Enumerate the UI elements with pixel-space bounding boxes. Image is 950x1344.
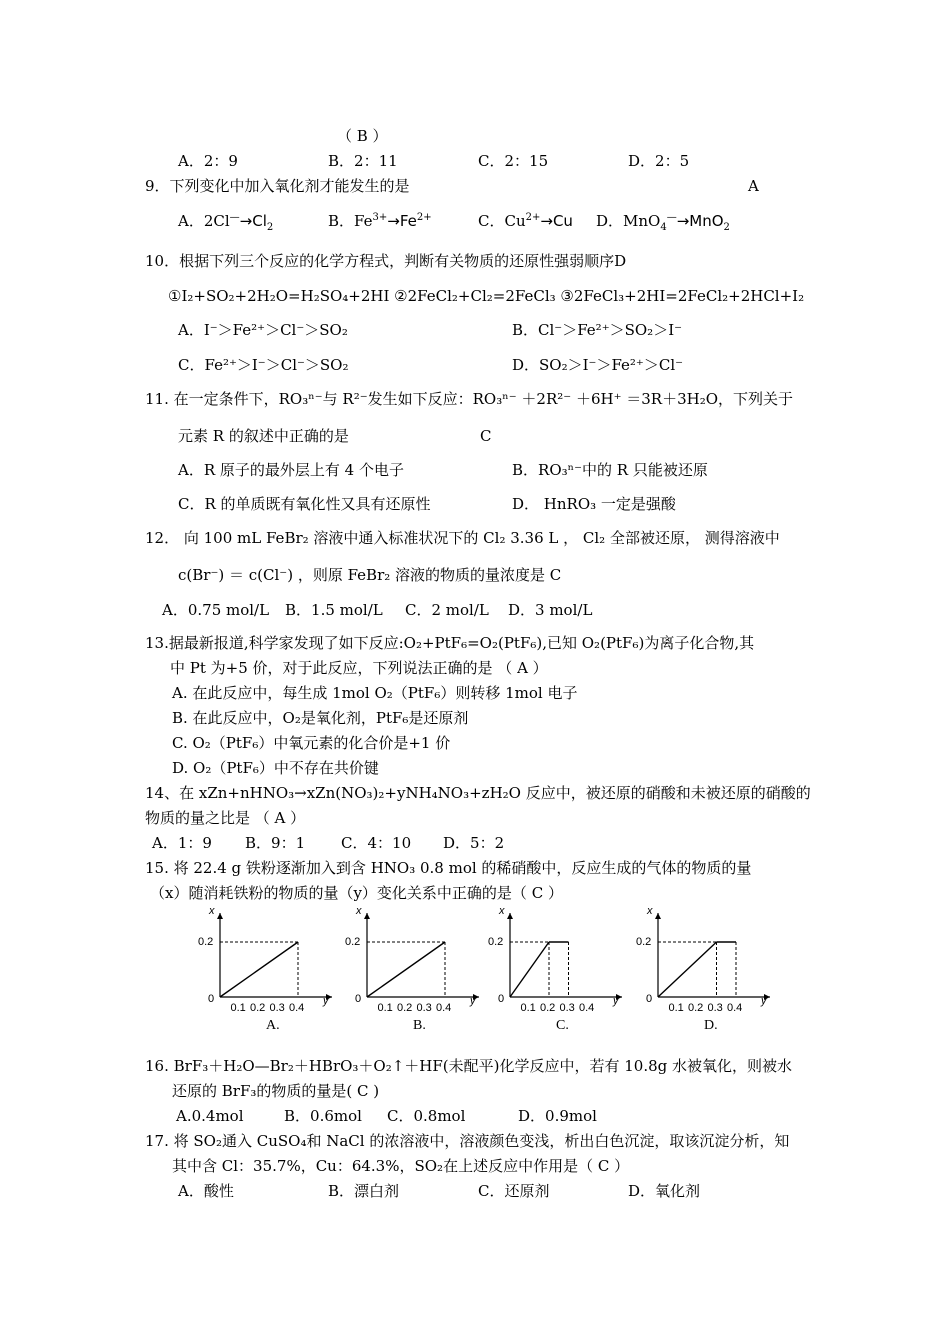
q14-option-d: D．5：2 [443,834,505,852]
q13-stem-line1: 13.据最新报道,科学家发现了如下反应:O₂+PtF₆=O₂(PtF₆),已知 O₂(PtF₆)为离子化合物,其 [145,634,755,652]
q11-stem-line1: 11. 在一定条件下，RO₃ⁿ⁻与 R²⁻发生如下反应：RO₃ⁿ⁻ ＋2R²⁻ ＋6H⁺ ＝3R＋3H₂O，下列关于 [145,390,794,408]
tick-label-x: 0.4 [289,1002,305,1014]
q13-option-c: C. O₂（PtF₆）中氧元素的化合价是+1 价 [172,734,451,752]
origin-label: 0 [355,993,362,1005]
tick-label-y: 0.2 [198,936,214,948]
q12-option-d: D．3 mol/L [508,601,593,619]
axis-y-label: y [761,995,767,1007]
q11-option-a: A．R 原子的最外层上有 4 个电子 [178,461,404,479]
axis-y-label: y [323,995,329,1007]
q17-option-a: A．酸性 [178,1182,234,1200]
tick-label-x: 0.2 [397,1002,413,1014]
q8-option-c: C．2：15 [478,152,549,170]
origin-label: 0 [208,993,215,1005]
axis-arrow [507,913,513,919]
origin-label: 0 [498,993,505,1005]
q13-option-a: A. 在此反应中，每生成 1mol O₂（PtF₆）则转移 1mol 电子 [172,684,578,702]
q9-a-product: →Cl [239,212,267,230]
q16-stem-line1: 16. BrF₃＋H₂O—Br₂＋HBrO₃＋O₂↑＋HF(未配平)化学反应中，若有 10.8g 水被氧化，则被水 [145,1057,793,1075]
q9-c-product: →Cu [540,212,573,230]
tick-label-x: 0.3 [269,1002,285,1014]
tick-label-x: 0.1 [377,1002,393,1014]
q9-d-sup: — [666,212,677,223]
q10-option-d: D．SO₂＞I⁻＞Fe²⁺＞Cl⁻ [512,356,684,374]
q9-d-label: D．MnO [596,212,661,230]
q9-b-label: B．Fe [328,212,373,230]
axis-arrow [217,913,223,919]
data-line [367,942,445,997]
tick-label-x: 0.4 [727,1002,743,1014]
q9-stem [145,176,410,196]
q11-option-b: B．RO₃ⁿ⁻中的 R 只能被还原 [512,461,708,479]
q10-number: 10． [145,252,180,270]
q8-answer: （ B ） [337,127,388,145]
q10-equations: ①I₂+SO₂+2H₂O=H₂SO₄+2HI ②2FeCl₂+Cl₂=2FeCl₃ ③2FeCl₃+2HI=2FeCl₂+2HCl+I₂ [168,287,805,305]
graph-caption: C. [556,1018,569,1033]
q9-c-label: C．Cu [478,212,526,230]
tick-label-x: 0.1 [230,1002,246,1014]
graph-caption: B. [413,1018,426,1033]
axis-x-label: x [499,905,505,917]
q9-option-d [596,211,730,231]
axis-x-label: x [209,905,215,917]
q16-option-d: D．0.9mol [518,1107,597,1125]
data-line [510,942,549,997]
q9-d-sub2: 2 [723,222,730,233]
tick-label-x: 0.2 [688,1002,704,1014]
tick-label-x: 0.4 [436,1002,452,1014]
tick-label-x: 0.2 [540,1002,556,1014]
q16-option-c: C．0.8mol [387,1107,466,1125]
q15-stem-line1: 15. 将 22.4 g 铁粉逐渐加入到含 HNO₃ 0.8 mol 的稀硝酸中，反应生成的气体的物质的量 [145,859,752,877]
q10-stem [145,251,626,271]
q17-stem-line2: 其中含 Cl：35.7%，Cu：64.3%，SO₂在上述反应中作用是（ C ） [172,1157,630,1175]
q13-option-b: B. 在此反应中，O₂是氧化剂，PtF₆是还原剂 [172,709,469,727]
q9-a-label: A．2Cl [178,212,230,230]
q11-option-c: C．R 的单质既有氧化性又具有还原性 [178,495,431,513]
q15-graph-a [200,905,350,1035]
q10-option-a: A．I⁻＞Fe²⁺＞Cl⁻＞SO₂ [178,321,348,339]
q10-text: 根据下列三个反应的化学方程式，判断有关物质的还原性强弱顺序D [179,252,627,270]
q14-option-c: C．4：10 [341,834,412,852]
q12-option-c: C．2 mol/L [405,601,489,619]
q9-number: 9． [145,177,170,195]
q17-stem-line1: 17. 将 SO₂通入 CuSO₄和 NaCl 的浓溶液中，溶液颜色变浅，析出白色沉淀，取该沉淀分析，知 [145,1132,790,1150]
q13-option-d: D. O₂（PtF₆）中不存在共价键 [172,759,379,777]
axis-x-label: x [647,905,653,917]
q9-text: 下列变化中加入氧化剂才能发生的是 [169,177,410,195]
q9-option-b [328,211,432,231]
q9-c-sup: 2+ [525,212,541,223]
tick-label-y: 0.2 [636,936,652,948]
q9-d-sub: 4 [660,222,667,233]
q11-answer: C [480,427,492,445]
q15-graph-c [490,905,640,1035]
data-line [658,942,717,997]
tick-label-x: 0.1 [668,1002,684,1014]
q9-option-c [478,211,573,231]
graph-caption: A. [266,1018,280,1033]
q17-option-c: C．还原剂 [478,1182,550,1200]
tick-label-x: 0.3 [416,1002,432,1014]
tick-label-x: 0.1 [520,1002,536,1014]
q16-stem-line2: 还原的 BrF₃的物质的量是( C ) [172,1082,380,1100]
q9-a-sup: — [229,212,240,223]
q14-option-b: B．9：1 [245,834,306,852]
q14-option-a: A．1：9 [152,834,212,852]
q16-option-a: A.0.4mol [176,1107,244,1125]
q9-b-product: →Fe [387,212,417,230]
origin-label: 0 [646,993,653,1005]
data-line [220,942,298,997]
tick-label-y: 0.2 [488,936,504,948]
q9-d-product: →MnO [676,212,724,230]
q11-stem-line2: 元素 R 的叙述中正确的是 [178,427,349,445]
q9-b-sup2: 2+ [416,212,432,223]
axis-x-label: x [356,905,362,917]
q16-option-b: B．0.6mol [284,1107,362,1125]
q9-a-sub: 2 [266,222,274,233]
q9-option-a [178,211,273,231]
q10-option-c: C．Fe²⁺＞I⁻＞Cl⁻＞SO₂ [178,356,349,374]
q17-option-d: D．氧化剂 [628,1182,701,1200]
q8-option-d: D．2：5 [628,152,690,170]
tick-label-x: 0.3 [559,1002,575,1014]
tick-label-y: 0.2 [345,936,361,948]
q12-option-a: A．0.75 mol/L [162,601,270,619]
q8-option-b: B．2：11 [328,152,398,170]
q15-graph-d [638,905,788,1035]
q13-stem-line2: 中 Pt 为+5 价，对于此反应，下列说法正确的是 （ A ） [170,659,548,677]
q11-option-d: D． HnRO₃ 一定是强酸 [512,495,676,513]
q14-stem-line1: 14、在 xZn+nHNO₃→xZn(NO₃)₂+yNH₄NO₃+zH₂O 反应中，被还原的硝酸和未被还原的硝酸的 [145,784,811,802]
q15-stem-line2: （x）随消耗铁粉的物质的量（y）变化关系中正确的是（ C ） [150,884,563,902]
tick-label-x: 0.4 [579,1002,595,1014]
tick-label-x: 0.3 [707,1002,723,1014]
graph-caption: D. [704,1018,718,1033]
q12-stem-line2: c(Br⁻) ＝ c(Cl⁻) ，则原 FeBr₂ 溶液的物质的量浓度是 C [178,566,562,584]
axis-y-label: y [470,995,476,1007]
q12-stem-line1: 12． 向 100 mL FeBr₂ 溶液中通入标准状况下的 Cl₂ 3.36 L ， Cl₂ 全部被还原， 测得溶液中 [145,529,780,547]
q8-option-a: A．2：9 [178,152,238,170]
q9-b-sup: 3+ [372,212,388,223]
q9-answer: A [748,177,759,195]
q15-graph-b [347,905,497,1035]
q10-option-b: B．Cl⁻＞Fe²⁺＞SO₂＞I⁻ [512,321,683,339]
axis-arrow [364,913,370,919]
axis-y-label: y [613,995,619,1007]
tick-label-x: 0.2 [250,1002,266,1014]
q12-option-b: B．1.5 mol/L [285,601,383,619]
q14-stem-line2: 物质的量之比是 （ A ） [145,809,306,827]
q17-option-b: B．漂白剂 [328,1182,400,1200]
axis-arrow [655,913,661,919]
